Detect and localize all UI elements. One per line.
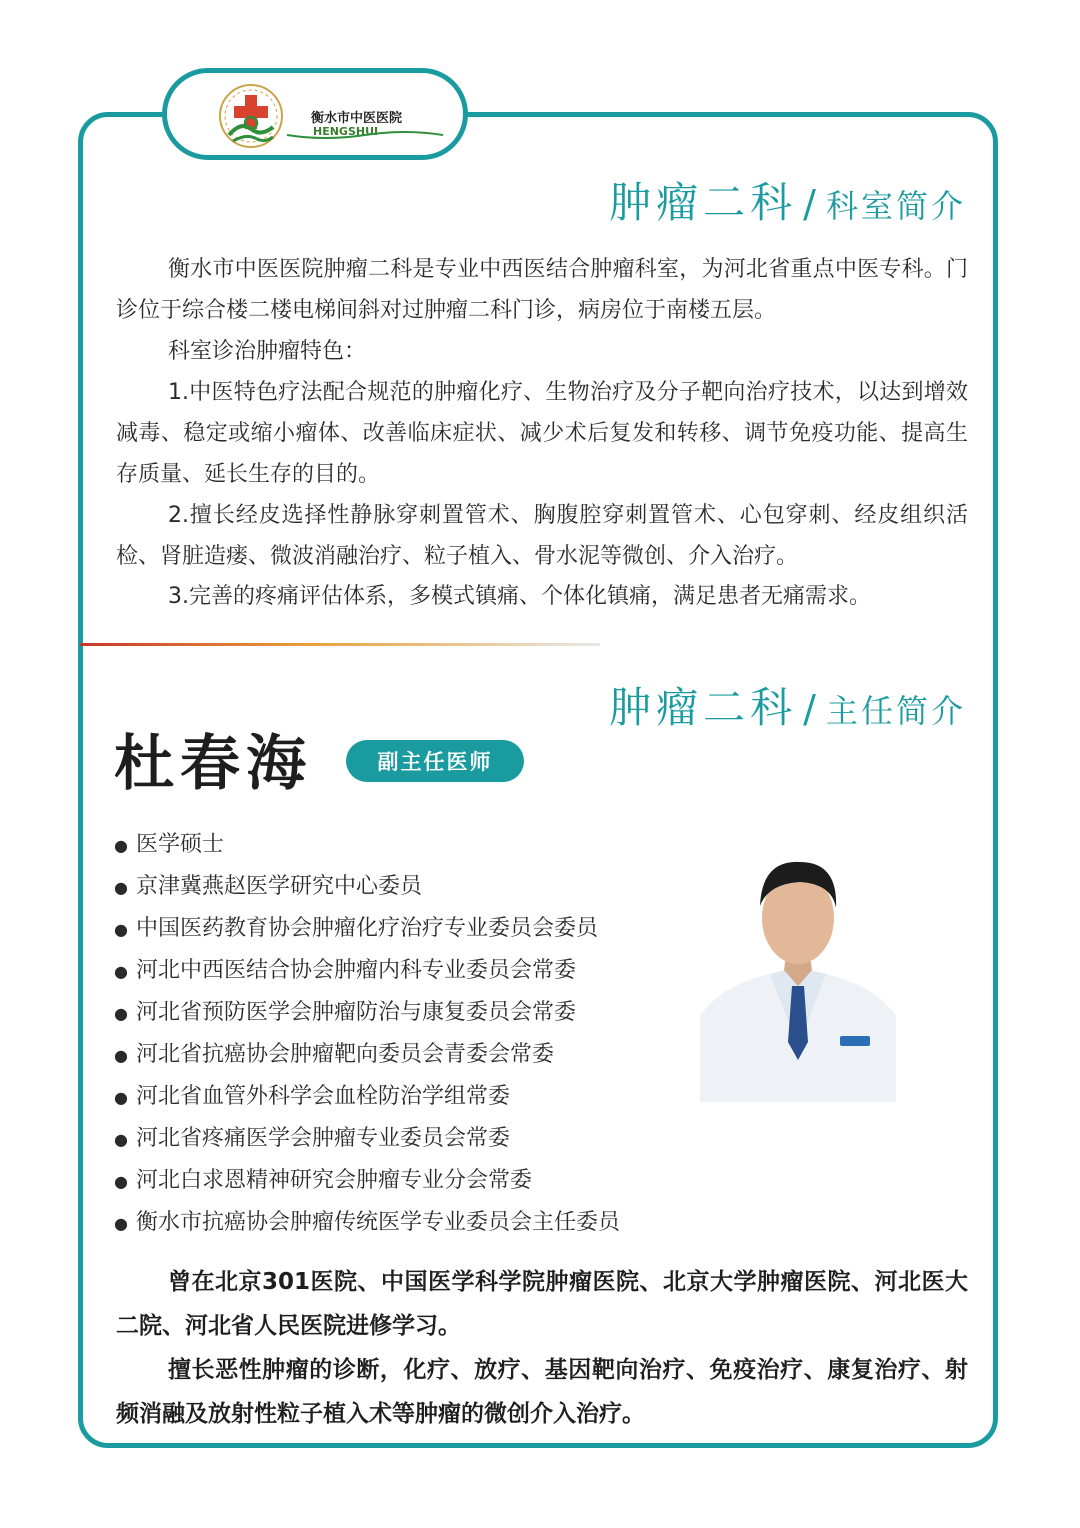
bullet-icon: ● <box>114 1214 128 1233</box>
heading-slash: / <box>803 687 816 731</box>
credential-text: 河北省预防医学会肿瘤防治与康复委员会常委 <box>136 1000 577 1025</box>
credential-text: 河北省血管外科学会血栓防治学组常委 <box>136 1084 511 1109</box>
bullet-icon: ● <box>114 1004 128 1023</box>
credential-item <box>114 1202 620 1244</box>
director-heading-sub: 主任简介 <box>825 692 966 730</box>
credential-text: 衡水市抗癌协会肿瘤传统医学专业委员会主任委员 <box>136 1210 621 1235</box>
section-divider <box>80 643 600 646</box>
credential-text: 中国医药教育协会肿瘤化疗治疗专业委员会委员 <box>136 916 599 941</box>
doctor-name: 杜春海 <box>114 729 312 799</box>
hospital-emblem-icon <box>217 83 285 149</box>
credential-item <box>114 1076 620 1118</box>
credential-text: 河北省疼痛医学会肿瘤专业委员会常委 <box>136 1126 511 1151</box>
credential-item <box>114 908 620 950</box>
department-heading-main: 肿瘤二科 <box>609 178 798 227</box>
director-intro-heading <box>609 675 966 735</box>
credential-item <box>114 866 620 908</box>
credential-text: 河北省抗癌协会肿瘤靶向委员会青委会常委 <box>136 1042 555 1067</box>
heading-slash: / <box>803 182 816 226</box>
credential-item <box>114 1034 620 1076</box>
doctor-title-badge: 副主任医师 <box>346 740 524 782</box>
department-paragraph-1: 衡水市中医医院肿瘤二科是专业中西医结合肿瘤科室，为河北省重点中医专科。门诊位于综合楼二楼电梯间斜对过肿瘤二科门诊，病房位于南楼五层。 <box>116 257 968 323</box>
bullet-icon: ● <box>114 836 128 855</box>
department-intro-heading <box>609 170 966 230</box>
director-bio-2: 擅长恶性肿瘤的诊断，化疗、放疗、基因靶向治疗、免疫治疗、康复治疗、射频消融及放射性粒子植入术等肿瘤的微创介入治疗。 <box>116 1357 968 1427</box>
credential-text: 京津冀燕赵医学研究中心委员 <box>136 874 423 899</box>
hospital-logo-badge <box>162 68 468 160</box>
bullet-icon: ● <box>114 878 128 897</box>
director-heading-main: 肿瘤二科 <box>609 683 798 732</box>
director-bio-1: 曾在北京301医院、中国医学科学院肿瘤医院、北京大学肿瘤医院、河北医大二院、河北省人民医院进修学习。 <box>116 1269 968 1339</box>
credential-text: 河北中西医结合协会肿瘤内科专业委员会常委 <box>136 958 577 983</box>
logo-swirl-icon <box>285 129 445 141</box>
department-paragraph-2: 科室诊治肿瘤特色： <box>168 339 367 364</box>
credential-item <box>114 1118 620 1160</box>
bullet-icon: ● <box>114 1172 128 1191</box>
department-paragraph-5: 3.完善的疼痛评估体系，多模式镇痛、个体化镇痛，满足患者无痛需求。 <box>168 584 871 609</box>
department-paragraph-3: 1.中医特色疗法配合规范的肿瘤化疗、生物治疗及分子靶向治疗技术，以达到增效减毒、稳定或缩小瘤体、改善临床症状、减少术后复发和转移、调节免疫功能、提高生存质量、延长生存的目的。 <box>116 380 968 487</box>
doctor-portrait <box>700 846 896 1102</box>
bullet-icon: ● <box>114 1088 128 1107</box>
bullet-icon: ● <box>114 920 128 939</box>
credential-text: 医学硕士 <box>136 832 225 857</box>
credential-text: 河北白求恩精神研究会肿瘤专业分会常委 <box>136 1168 533 1193</box>
bullet-icon: ● <box>114 1046 128 1065</box>
credential-item <box>114 950 620 992</box>
department-paragraph-4: 2.擅长经皮选择性静脉穿刺置管术、胸腹腔穿刺置管术、心包穿刺、经皮组织活检、肾脏造瘘、微波消融治疗、粒子植入、骨水泥等微创、介入治疗。 <box>116 503 968 569</box>
credential-item <box>114 1160 620 1202</box>
bullet-icon: ● <box>114 962 128 981</box>
credential-item <box>114 992 620 1034</box>
hospital-name-en: HENGSHUI <box>313 125 379 138</box>
credential-item <box>114 824 620 866</box>
hospital-name-cn: 衡水市中医医院 <box>311 111 403 126</box>
bullet-icon: ● <box>114 1130 128 1149</box>
department-heading-sub: 科室简介 <box>825 187 966 225</box>
credential-list <box>114 824 620 1244</box>
